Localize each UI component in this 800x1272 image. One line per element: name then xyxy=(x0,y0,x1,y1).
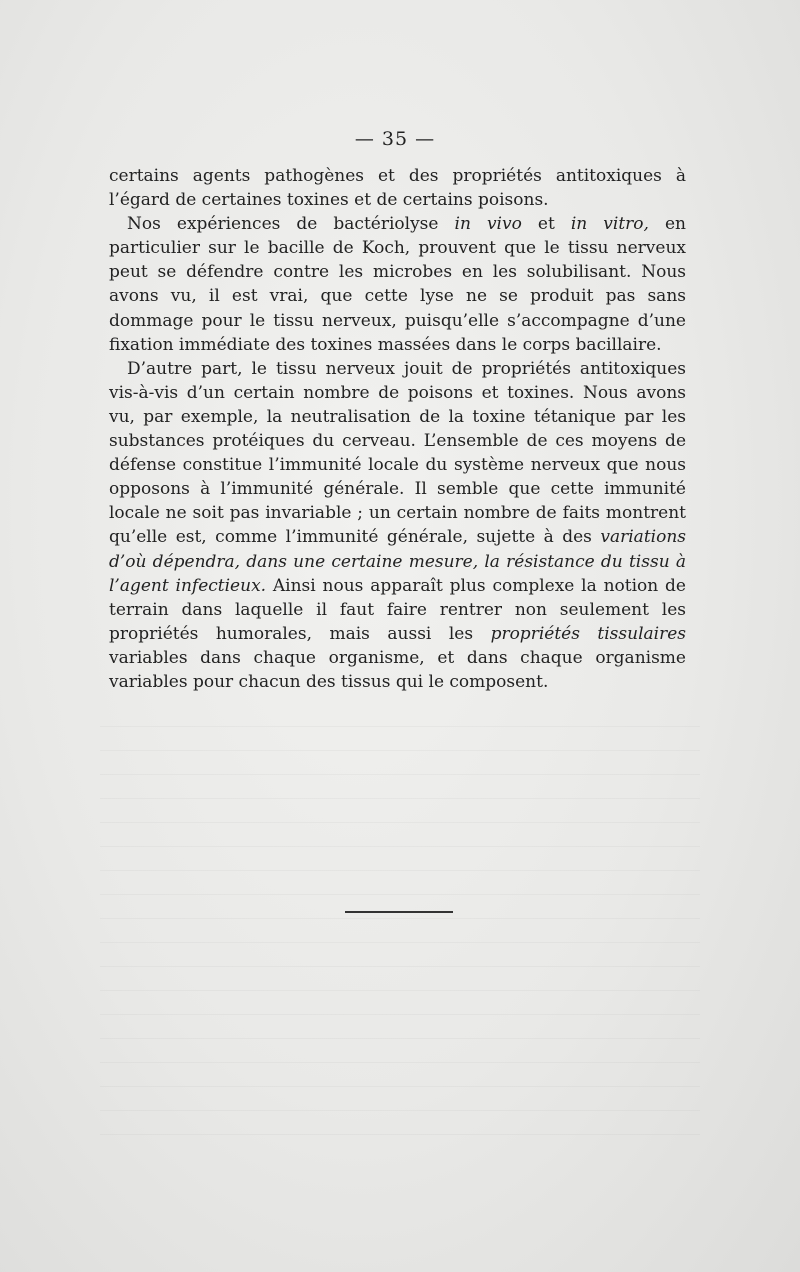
italic-text: propriétés tissulaires xyxy=(490,623,687,644)
end-rule xyxy=(345,911,453,913)
text-segment: Ainsi nous apparaît plus complexe la notion de terrain dans laquelle il faut faire rentrer non seulement les propriétés humorales, mais aussi les xyxy=(109,575,686,644)
body-text xyxy=(109,164,686,694)
text-segment: variables dans chaque organisme, et dans chaque organisme variables pour chacun des tissus qui le composent. xyxy=(109,647,686,692)
paragraph xyxy=(109,212,686,357)
italic-text: variations d’où dépendra, dans une certaine mesure, la résistance du tissu à l’agent infectieux. xyxy=(109,527,686,596)
page-number: — 35 — xyxy=(354,128,436,150)
italic-text: in vitro, xyxy=(570,214,649,235)
text-segment: certains agents pathogènes et des propriétés antitoxiques à l’égard de certaines toxines et de certains poisons. xyxy=(109,166,686,211)
text-segment: en particulier sur le bacille de Koch, prouvent que le tissu nerveux peut se défendre contre les microbes en les solubilisant. Nous avons vu, il est vrai, que cette lyse ne se produit pas sans dommage pour le tissu nerveux, puisqu’elle s’accompagne d’une fixation immédiate des toxines massées dans le corps bacillaire. xyxy=(109,214,686,355)
text-segment: Nos expériences de bactériolyse xyxy=(127,214,455,235)
text-segment: et xyxy=(521,214,571,235)
italic-text: in vivo xyxy=(454,214,522,235)
show-through-texture xyxy=(100,715,700,1135)
paragraph xyxy=(109,357,686,694)
paragraph xyxy=(109,164,686,212)
text-segment: D’autre part, le tissu nerveux jouit de propriétés antitoxiques vis-à-vis d’un certain nombre de poisons et toxines. Nous avons vu, par exemple, la neutralisation de la toxine tétanique par les substances protéiques du cerveau. L’ensemble de ces moyens de défense constitue l’immunité locale du système nerveux que nous opposons à l’immunité générale. Il semble que cette immunité locale ne soit pas invariable ; un certain nombre de faits montrent qu’elle est, comme l’immunité générale, sujette à des xyxy=(109,358,686,548)
